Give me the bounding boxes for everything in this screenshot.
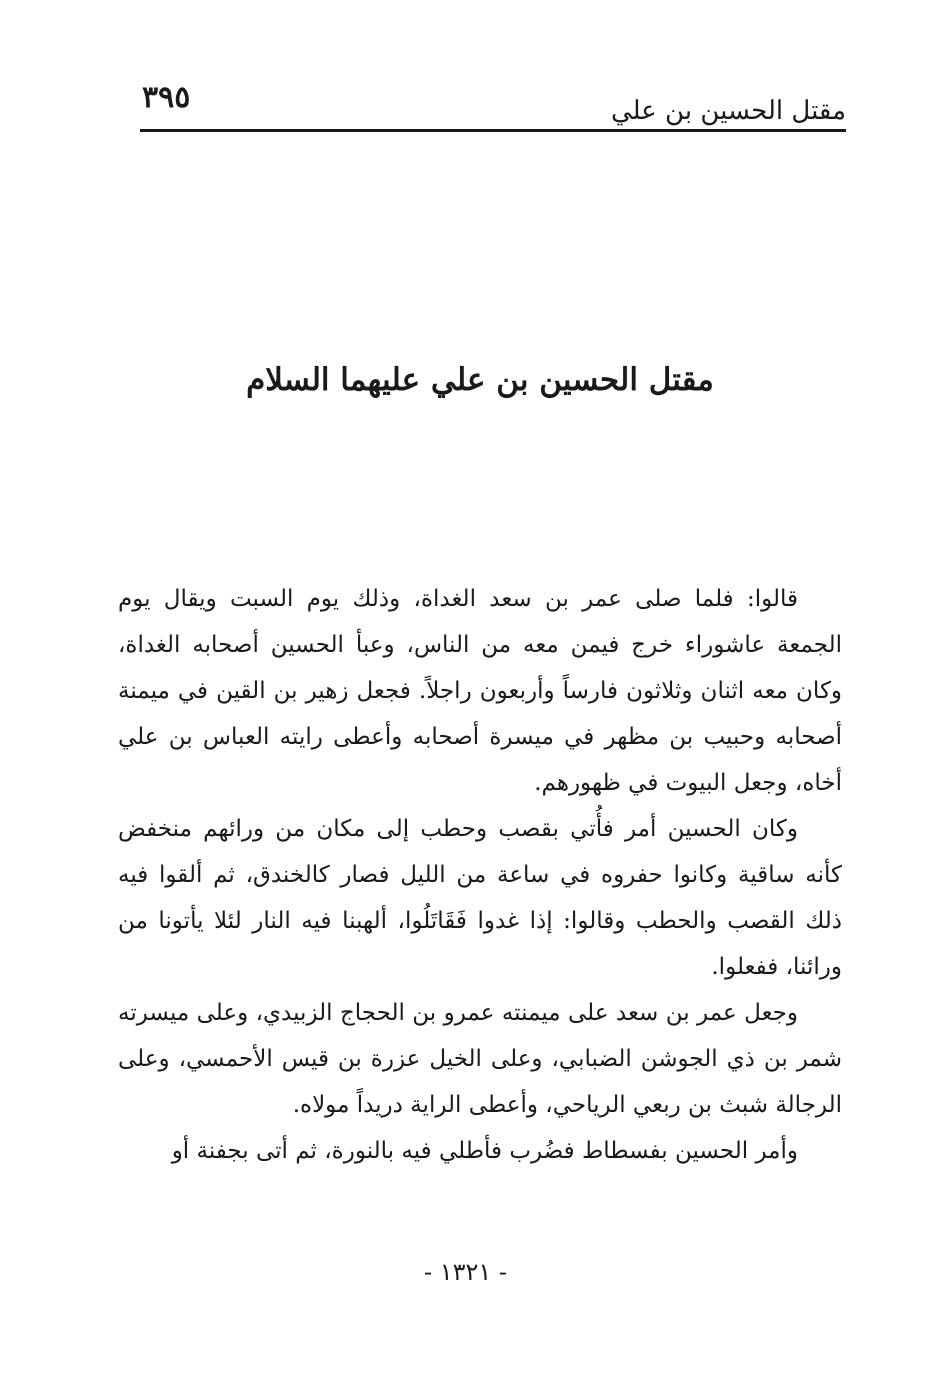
running-title: مقتل الحسين بن علي — [611, 96, 846, 126]
folio: - ١٣٢١ - — [423, 1258, 508, 1286]
chapter-title: مقتل الحسين بن علي عليهما السلام — [246, 362, 714, 398]
paragraph: وجعل عمر بن سعد على ميمنته عمرو بن الحجاج الزبيدي، وعلى ميسرته شمر بن ذي الجوشن الضبابي، وعلى الخيل عزرة بن قيس الأحمسي، وعلى الرجالة شبث بن ربعي الرياحي، وأعطى الراية دريداً مولاه. — [118, 1000, 842, 1118]
page-number: ٣٩٥ — [142, 80, 191, 115]
header-rule — [140, 129, 846, 132]
paragraph: قالوا: فلما صلى عمر بن سعد الغداة، وذلك يوم السبت ويقال يوم الجمعة عاشوراء خرج فيمن معه من الناس، وعبأ الحسين أصحابه الغداة، وكان معه اثنان وثلاثون فارساً وأربعون راجلاً. فجعل زهير بن القين في ميمنة أصحابه وحبيب بن مظهر في ميسرة أصحابه وأعطى رايته العباس بن علي أخاه، وجعل البيوت في ظهورهم. — [118, 586, 842, 796]
running-header — [140, 70, 846, 132]
body-text — [118, 576, 842, 1174]
paragraph: وأمر الحسين بفسطاط فضُرب فأطلي فيه بالنورة، ثم أتى بجفنة أو — [171, 1138, 798, 1164]
paragraph: وكان الحسين أمر فأُتي بقصب وحطب إلى مكان من ورائهم منخفض كأنه ساقية وكانوا حفروه في ساعة من الليل فصار كالخندق، ثم ألقوا فيه ذلك القصب والحطب وقالوا: إذا غدوا فَقَاتَلُوا، ألهبنا فيه النار لئلا يأتونا من ورائنا، ففعلوا. — [118, 816, 842, 980]
